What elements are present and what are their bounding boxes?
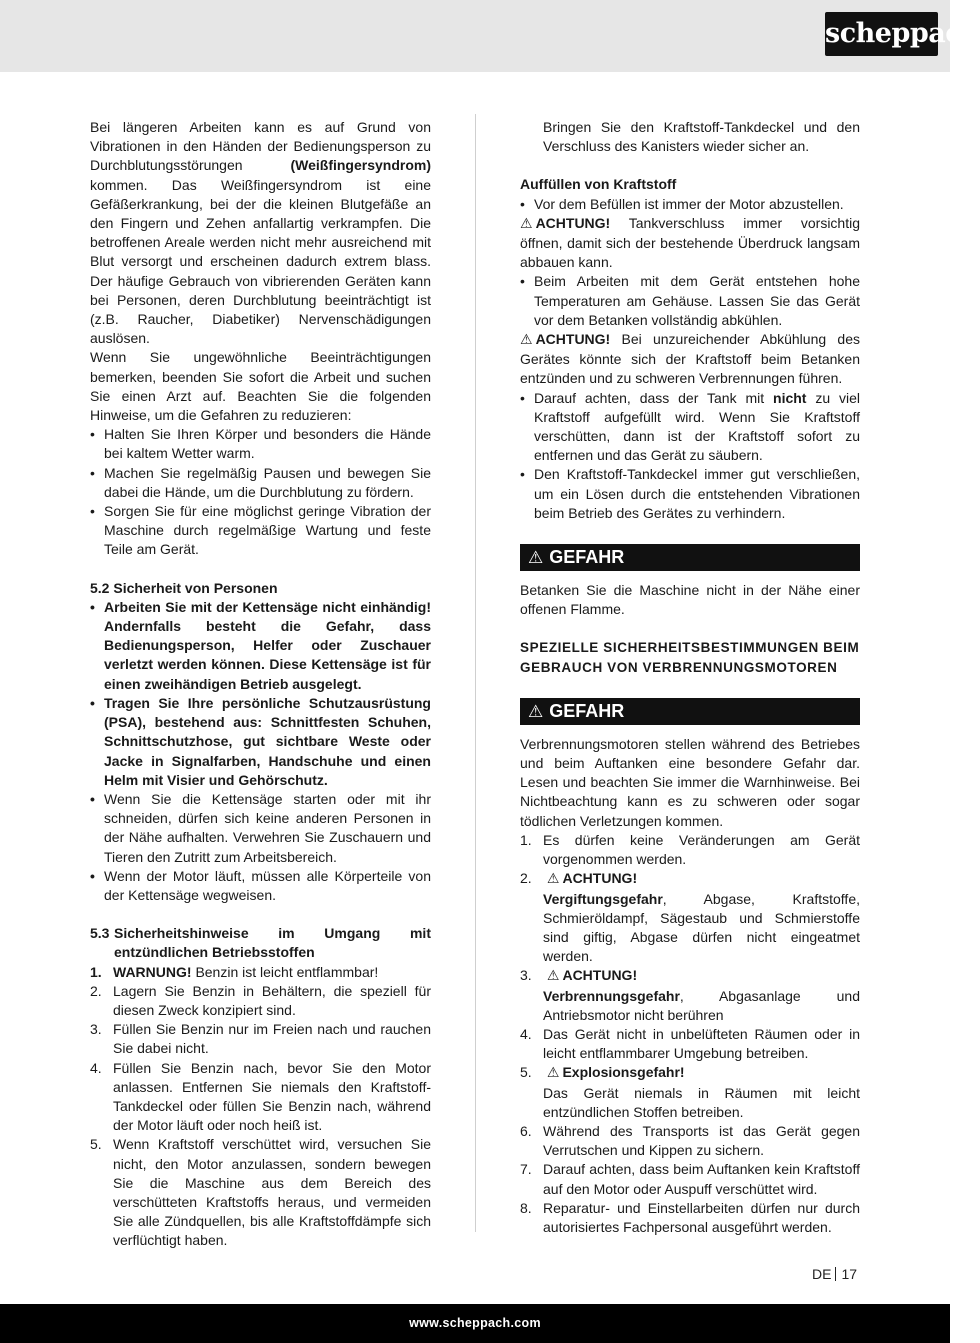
list-item: • Halten Sie Ihren Körper und besonders die Hände bei kaltem Wetter warm. [90,425,431,463]
list-item: • Wenn der Motor läuft, müssen alle Körperteile von der Kettensäge wegweisen. [90,867,431,905]
column-divider [475,114,476,1232]
list-item: • Darauf achten, dass der Tank mit nicht zu viel Kraftstoff aufgefüllt wird. Wenn Sie Kraftstoff verschütten, dann ist der Kraftstoff sofort zu entfernen und das Gerät zu säubern. [520,389,860,466]
intro-text: Bei längeren Arbeiten kann es auf Grund von Vibrationen in den Händen der Bedienungsperson zu Durchblutungsstörungen [90,119,431,174]
list-item: 5. Wenn Kraftstoff verschüttet wird, versuchen Sie nicht, den Motor anzulassen, sondern bewegen Sie die Maschine aus dem Bereich des verschütteten Kraftstoffs heraus, und vermeiden Sie alle Zündquellen, bis alle Kraftstoffdämpfe sich verflüchtigt haben. [90,1136,431,1249]
warning-note: ⚠ ACHTUNG! Tankverschluss immer vorsichtig öffnen, damit sich der bestehende Überdruck langsam abbauen kann. [520,214,861,271]
list-item: 4. Füllen Sie Benzin nach, bevor Sie den Motor anlassen. Entfernen Sie niemals den Kraftstoff-Tankdeckel oder füllen Sie Benzin nach, während der Motor läuft oder noch heiß ist. [90,1059,431,1134]
special-title: SPEZIELLE SICHERHEITSBESTIMMUNGEN BEIM GEBRAUCH VON VERBRENNUNGSMOTOREN [520,640,860,675]
list-item: 2. ⚠ ACHTUNG! Vergiftungsgefahr, Abgase, Kraftstoffe, Schmieröldampf, Sägestaub und Schmierstoffe sind giftig, Abgase dürfen nicht eingeatmet werden. [520,870,860,965]
page-number: DE 17 [812,1266,858,1282]
refuel-list-a [520,195,860,214]
persons-list [90,598,431,905]
list-item: • Vor dem Befüllen ist immer der Motor abzustellen. [520,195,860,214]
warning-note: ⚠ ACHTUNG! Bei unzureichender Abkühlung des Gerätes könnte sich der Kraftstoff beim Betanken entzünden und zu schweren Verbrennungen führen. [520,331,860,387]
list-item: • Arbeiten Sie mit der Kettensäge nicht einhändig! Andernfalls besteht die Gefahr, dass Bedienungsperson, Helfer oder Zuschauer verletzt werden können. Diese Kettensäge ist für einen zweihändigen Betrieb ausgelegt. [90,598,431,694]
brand-logo: scheppach [825,12,938,56]
intro-tail: kommen. Das Weißfingersyndrom ist eine Gefäßerkrankung, bei der die kleinen Blutgefäße an den Fingern und Zehen anfallartig verkrampfen. Die betroffenen Areale werden nicht mehr ausreichend mit Blut versorgt und erscheinen dadurch extrem blass. Der häufige Gebrauch von vibrierenden Geräten kann bei Personen, deren Durchblutung beeinträchtigt ist (z.B. Raucher, Diabetiker) Nervenschädigungen auslösen. [90,176,431,347]
list-item: • Wenn Sie die Kettensäge starten oder mit ihr schneiden, dürfen sich keine anderen Personen in der Nähe aufhalten. Verwehren Sie Zuschauern und Tieren den Zutritt zum Arbeitsbereich. [90,790,431,867]
danger-text: Betanken Sie die Maschine nicht in der Nähe einer offenen Flamme. [520,582,860,618]
footer-bar [0,1304,950,1343]
danger-banner: ⚠ GEFAHR [520,698,860,725]
advice-paragraph: Wenn Sie ungewöhnliche Beeinträchtigungen bemerken, beenden Sie sofort die Arbeit und suchen Sie einen Arzt auf. Beachten Sie die folgenden Hinweise, um die Gefahren zu reduzieren: [90,349,431,424]
list-item: 7. Darauf achten, dass beim Auftanken kein Kraftstoff auf den Motor oder Auspuff verschüttet wird. [520,1161,860,1197]
left-column [90,118,431,1251]
warning-icon: ⚠ [546,968,560,985]
right-column [520,118,860,1237]
danger-text: Verbrennungsmotoren stellen während des Betriebes und beim Auftanken eine besondere Gefahr dar. Lesen und beachten Sie immer die Warnhinweise. Bei Nichtbeachtung kann es zu schweren oder sogar tödlichen Verletzungen kommen. [520,735,860,829]
warning-icon: ⚠ [546,871,560,888]
list-item: 5. ⚠ Explosionsgefahr! Das Gerät niemals in Räumen mit leicht entzündlichen Stoffen betreiben. [520,1064,860,1120]
continued-text: Bringen Sie den Kraftstoff-Tankdeckel und den Verschluss des Kanisters wieder sicher an. [543,119,860,155]
header-bar [0,0,980,72]
refuel-list-b [520,272,860,330]
section-5-3-title: 5.3 Sicherheitshinweise im Umgang mit entzündlichen Betriebsstoffen [90,925,431,961]
warning-icon: ⚠ [520,332,533,349]
list-item: 4. Das Gerät nicht in unbelüfteten Räumen oder in leicht entflammbarer Umgebung betreiben. [520,1025,860,1062]
warning-icon: ⚠ [528,548,544,569]
list-item: 3. ⚠ ACHTUNG! Verbrennungsgefahr, Abgasanlage und Antriebsmotor nicht berühren [520,967,860,1023]
refuel-title: Auffüllen von Kraftstoff [520,176,677,193]
list-item: • Sorgen Sie für eine möglichst geringe Vibration der Maschine durch regelmäßige Wartung und feste Teile am Gerät. [90,502,431,560]
list-item: • Den Kraftstoff-Tankdeckel immer gut verschließen, um ein Lösen durch die entstehenden Vibrationen beim Betrieb des Gerätes zu verhindern. [520,465,860,523]
vibration-list [90,425,431,559]
engine-safety-list [520,831,860,1237]
list-item: • Beim Arbeiten mit dem Gerät entstehen hohe Temperaturen am Gehäuse. Lassen Sie das Gerät vor dem Betanken vollständig abkühlen. [520,272,860,330]
list-item: 1. Es dürfen keine Veränderungen am Gerät vorgenommen werden. [520,831,860,868]
list-item: 3. Füllen Sie Benzin nur im Freien nach und rauchen Sie dabei nicht. [90,1021,431,1057]
intro-bold: (Weißfingersyndrom) [290,157,431,174]
list-item: 1. WARNUNG! Benzin ist leicht entflammbar! [90,963,379,980]
list-item: • Tragen Sie Ihre persönliche Schutzausrüstung (PSA), bestehend aus: Schnittfesten Schuhen, Schnittschutzhose, gut sichtbare Weste oder Jacke in Signalfarben, Handschuhe und einen Helm mit Visier und Gehörschutz. [90,694,431,790]
footer-url[interactable]: www.scheppach.com [409,1316,541,1330]
section-5-2-title: 5.2 Sicherheit von Personen [90,579,278,596]
fuel-safety-list [90,963,431,1251]
warning-icon: ⚠ [546,1065,560,1082]
list-item: 6. Während des Transports ist das Gerät gegen Verrutschen und Kippen zu sichern. [520,1122,860,1159]
list-item: 2. Lagern Sie Benzin in Behältern, die speziell für diesen Zweck konzipiert sind. [90,982,431,1018]
warning-icon: ⚠ [528,701,544,722]
list-item: • Machen Sie regelmäßig Pausen und bewegen Sie dabei die Hände, um die Durchblutung zu fördern. [90,464,431,502]
refuel-list-c [520,389,860,523]
list-item: 8. Reparatur- und Einstellarbeiten dürfen nur durch autorisiertes Fachpersonal ausgeführt werden. [520,1199,860,1235]
warning-icon: ⚠ [520,215,533,232]
danger-banner: ⚠ GEFAHR [520,544,860,571]
vibration-paragraph [90,118,431,348]
